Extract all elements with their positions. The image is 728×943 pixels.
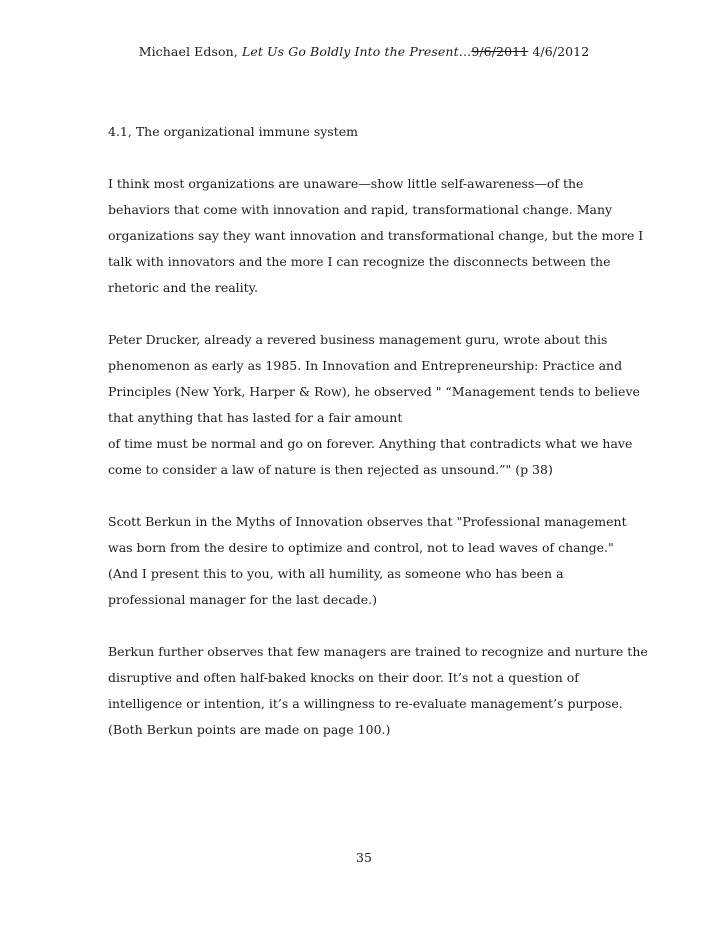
header-title: Let Us Go Boldly Into the Present… bbox=[241, 44, 472, 59]
paragraphs bbox=[108, 171, 648, 743]
paragraph-line: Principles (New York, Harper & Row), he observed " “Management tends to believe bbox=[108, 384, 640, 399]
header-new-date: 4/6/2012 bbox=[532, 44, 590, 59]
paragraph bbox=[108, 327, 648, 483]
paragraph-line: (And I present this to you, with all humility, as someone who has been a bbox=[108, 566, 564, 581]
paragraph-line: professional manager for the last decade.) bbox=[108, 592, 378, 607]
paragraph-line: that anything that has lasted for a fair amount bbox=[108, 410, 403, 425]
paragraph-line: Berkun further observes that few managers are trained to recognize and nurture the bbox=[108, 644, 648, 659]
paragraph-line: of time must be normal and go on forever. Anything that contradicts what we have bbox=[108, 436, 633, 451]
paragraph-line: phenomenon as early as 1985. In Innovation and Entrepreneurship: Practice and bbox=[108, 358, 623, 373]
section-title: 4.1, The organizational immune system bbox=[108, 124, 358, 139]
paragraph-line: disruptive and often half-baked knocks on their door. It’s not a question of bbox=[108, 670, 579, 685]
paragraph bbox=[108, 639, 648, 743]
document-body bbox=[108, 119, 648, 769]
paragraph-line: was born from the desire to optimize and control, not to lead waves of change." bbox=[108, 540, 614, 555]
page-header bbox=[0, 44, 728, 59]
paragraph bbox=[108, 171, 648, 301]
header-author: Michael Edson, bbox=[138, 44, 238, 59]
paragraph-line: Peter Drucker, already a revered business management guru, wrote about this bbox=[108, 332, 608, 347]
paragraph-line: I think most organizations are unaware—show little self-awareness—of the bbox=[108, 176, 584, 191]
paragraph-line: Scott Berkun in the Myths of Innovation observes that "Professional management bbox=[108, 514, 627, 529]
paragraph-line: intelligence or intention, it’s a willingness to re-evaluate management’s purpose. bbox=[108, 696, 623, 711]
paragraph bbox=[108, 509, 648, 613]
paragraph-line: rhetoric and the reality. bbox=[108, 280, 259, 295]
paragraph-line: organizations say they want innovation and transformational change, but the more I bbox=[108, 228, 644, 243]
paragraph-line: come to consider a law of nature is then rejected as unsound.”" (p 38) bbox=[108, 462, 553, 477]
paragraph-line: (Both Berkun points are made on page 100.) bbox=[108, 722, 391, 737]
paragraph-line: behaviors that come with innovation and rapid, transformational change. Many bbox=[108, 202, 613, 217]
paragraph-line: talk with innovators and the more I can recognize the disconnects between the bbox=[108, 254, 611, 269]
page-number: 35 bbox=[356, 850, 372, 865]
header-old-date: 9/6/2011 bbox=[471, 44, 529, 59]
